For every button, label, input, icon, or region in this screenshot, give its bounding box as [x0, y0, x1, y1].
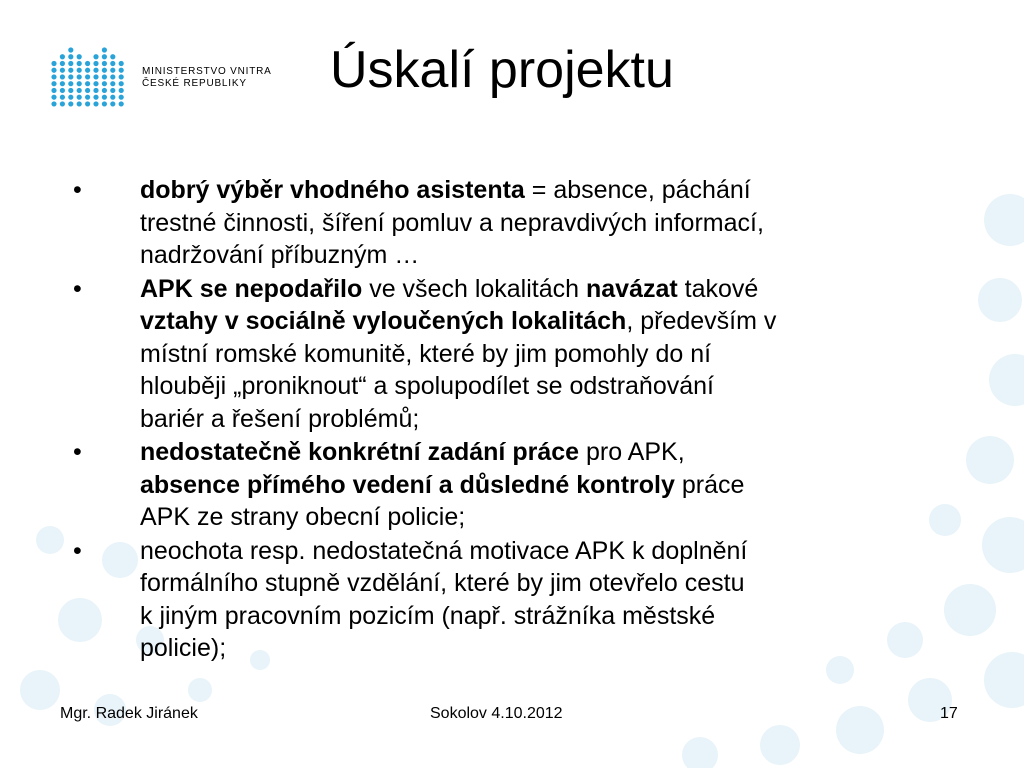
text: neochota resp. nedostatečná motivace APK k doplnění [140, 536, 748, 565]
bullet-marker: • [73, 536, 82, 565]
bullet-line [140, 174, 980, 207]
bullet-line [140, 403, 980, 436]
logo-dots-icon [50, 46, 130, 108]
list-item [66, 273, 980, 436]
bullet-line [140, 469, 980, 502]
text: ve všech lokalitách [362, 274, 586, 303]
bullet-list [66, 174, 986, 666]
bold-text: APK se nepodařilo [140, 274, 363, 303]
bullet-line [140, 567, 980, 600]
text: práce [674, 470, 745, 499]
text: = absence, páchání [524, 176, 751, 204]
bullet-line [140, 273, 980, 306]
text: formálního stupně vzdělání, které by jim otevřelo cestu [140, 569, 745, 597]
bold-text: nedostatečně konkrétní zadání práce [140, 438, 580, 466]
logo-text [142, 66, 272, 90]
bold-text: dobrý výběr vhodného asistenta [140, 176, 525, 204]
text: , především v [626, 307, 777, 335]
bullet-line [140, 632, 980, 665]
bold-text: absence přímého vedení a důsledné kontroly [140, 470, 675, 499]
bullet-marker: • [73, 176, 82, 204]
text: trestné činnosti, šíření pomluv a nepravdivých informací, [140, 208, 764, 237]
bullet-marker: • [73, 438, 82, 466]
text: bariér a řešení problémů; [140, 404, 420, 433]
text: místní romské komunitě, které by jim pomohly do ní [140, 339, 712, 368]
text: takové [677, 274, 759, 303]
bullet-line [140, 436, 980, 469]
bold-text: vztahy v sociálně vyloučených lokalitách [140, 307, 627, 335]
slide-title: Úskalí projektu [330, 41, 674, 99]
ministry-logo [50, 46, 290, 110]
footer-event: Sokolov 4.10.2012 [430, 705, 563, 722]
bullet-line [140, 370, 980, 403]
bullet-line [140, 207, 980, 240]
text: k jiným pracovním pozicím (např. strážníka městské [140, 601, 716, 630]
bullet-line [140, 338, 980, 371]
footer-author: Mgr. Radek Jiránek [60, 705, 198, 722]
text: APK ze strany obecní policie; [140, 503, 466, 531]
bullet-line [140, 501, 980, 534]
list-item [66, 436, 980, 534]
text: pro APK, [579, 438, 685, 466]
list-item [66, 174, 980, 272]
bullet-marker: • [73, 274, 82, 303]
text: nadržování příbuzným … [140, 241, 420, 269]
logo-text-line2: ČESKÉ REPUBLIKY [142, 78, 247, 89]
list-item [66, 535, 980, 665]
text: policie); [140, 634, 227, 662]
bold-text: navázat [585, 274, 678, 303]
logo-text-line1: MINISTERSTVO VNITRA [142, 66, 272, 77]
bullet-line [140, 239, 980, 272]
bullet-line [140, 600, 980, 633]
bullet-line [140, 305, 980, 338]
text: hlouběji „proniknout“ a spolupodílet se odstraňování [140, 372, 714, 400]
page-number: 17 [940, 705, 958, 722]
bullet-line [140, 535, 980, 568]
